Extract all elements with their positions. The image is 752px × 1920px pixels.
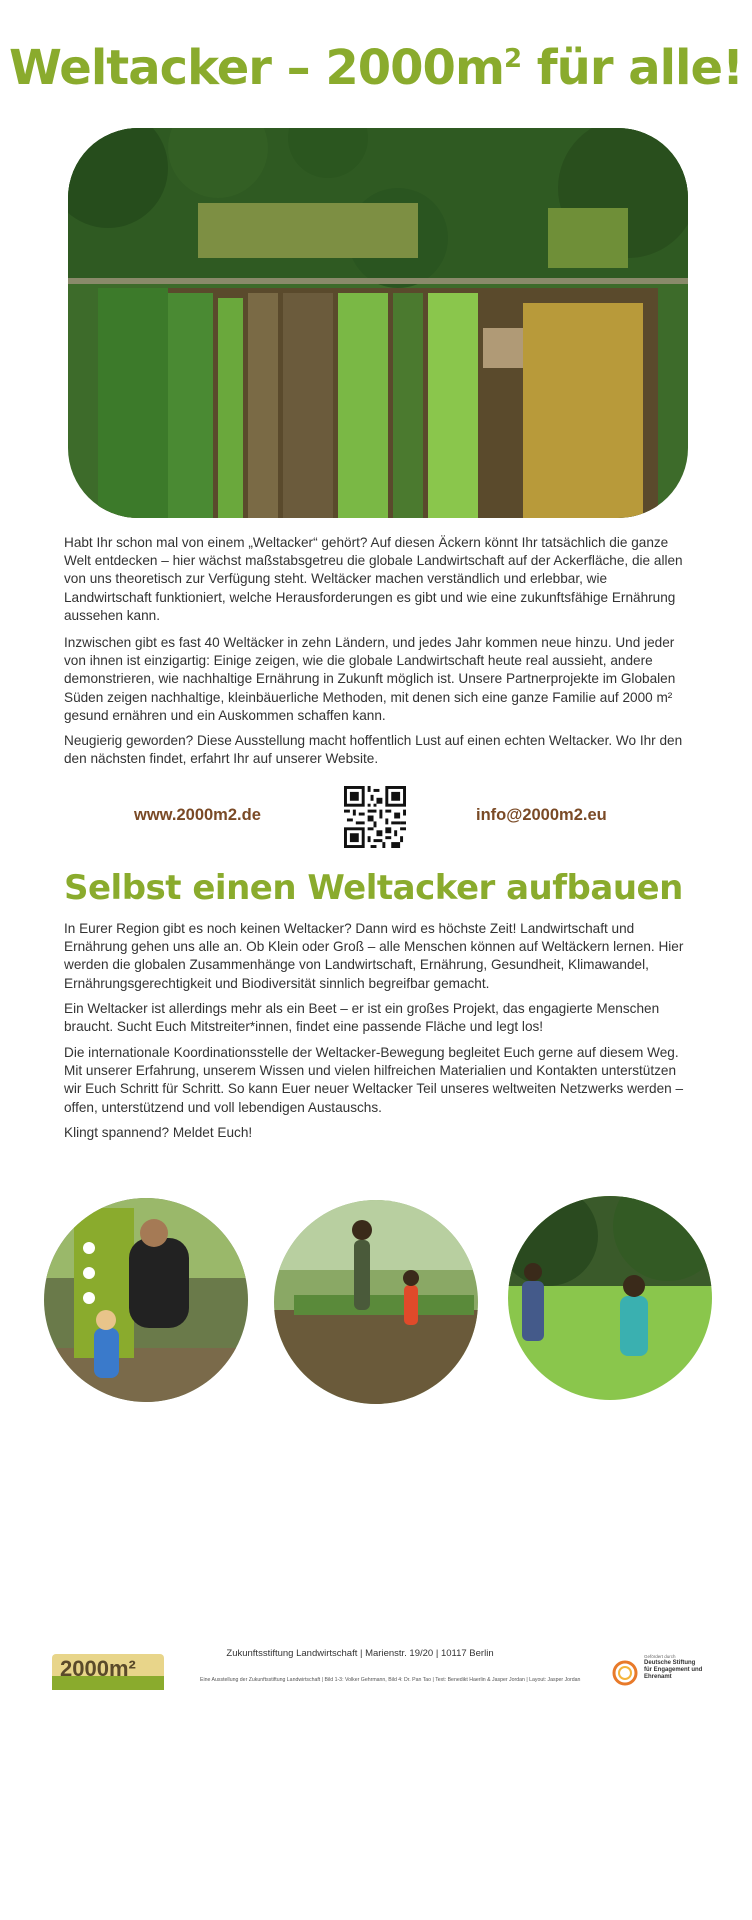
footer-address: Zukunftsstiftung Landwirtschaft | Marienstr. 19/20 | 10117 Berlin [226,1648,494,1659]
qr-code-icon[interactable] [344,786,406,848]
intro-paragraph: Inzwischen gibt es fast 40 Weltäcker in zehn Ländern, und jedes Jahr kommen neue hinzu. Und jeder von ihnen ist einzigartig: Einige zeigen, wie die globale Landwirtschaft heute real aussieht, andere demonstrieren, wie nachhaltige Ernährung in Zukunft möglich ist. Unsere Partnerprojekte im Globalen Süden zeigen nachhaltige, kleinbäuerliche Methoden, mit denen sich eine ganze Familie auf 2000 m² gesund ernähren und ein Auskommen schaffen kann. [64,635,676,723]
photo-circle-gardening [274,1200,478,1404]
section-paragraph: Die internationale Koordinationsstelle der Weltacker-Bewegung begleitet Euch gerne auf diesem Weg. Mit unserer Erfahrung, unserem Wissen und vielen hilfreichen Materialien und Kontakten unterstützen wir Euch Schritt für Schritt. So kann Euer neuer Weltacker Teil unseres weltweiten Netzwerks werden – offen, unterstützend und voll lebendigen Austauschs. [64,1045,684,1115]
funder-logo: Gefördert durch Deutsche Stiftung für Engagement und Ehrenamt [610,1654,700,1690]
section-paragraph: Ein Weltacker ist allerdings mehr als ein Beet – er ist ein großes Projekt, das engagierte Menschen braucht. Sucht Euch Mitstreiter*innen, findet eine passende Fläche und legt los! [64,1001,660,1035]
intro-paragraph: Neugierig geworden? Diese Ausstellung macht hoffentlich Lust auf einen echten Weltacker. Wo Ihr den den nächsten findet, erfahrt Ihr auf unserer Website. [64,733,683,767]
photo-circle-field [508,1196,712,1400]
weltacker-logo: 2000m² [52,1650,164,1690]
photo-circle-exhibit [44,1198,248,1402]
section-heading: Selbst einen Weltacker aufbauen [64,868,683,908]
email-link[interactable]: info@2000m2.eu [476,806,607,824]
website-link[interactable]: www.2000m2.de [134,806,261,824]
section-paragraph: Klingt spannend? Meldet Euch! [64,1125,253,1140]
section-paragraph: In Eurer Region gibt es noch keinen Weltacker? Dann wird es höchste Zeit! Landwirtschaft und Ernährung gehen uns alle an. Ob Klein oder Groß – alle Menschen können auf Weltäckern lernen. Hier werden die globalen Zusammenhänge von Landwirtschaft, Ernährung, Gesundheit, Klimawandel, Ernährungsgerechtigkeit und Biodiversität sinnlich begreifbar gemacht. [64,921,684,991]
page-title: Weltacker – $2000m^2$ für alle! [9,40,743,96]
footer-credit: Eine Ausstellung der Zukunftsstiftung Landwirtschaft | Bild 1-3: Volker Gehrmann, Bild 4: Dr. Pan Tao | Text: Benedikt Haerlin & Jasper Jordan | Layout: Jasper Jordan [200,1677,581,1683]
hero-aerial-field-photo [68,128,688,518]
intro-paragraph: Habt Ihr schon mal von einem „Weltacker“ gehört? Auf diesen Äckern könnt Ihr tatsächlich die ganze Welt entdecken – hier wächst maßstabsgetreu die globale Landwirtschaft auf der Ackerfläche, die allen von uns theoretisch zur Verfügung steht. Weltäcker machen verständlich und erlebbar, wie Landwirtschaft funktioniert, welche Herausforderungen es gibt und wie eine zukunftsfähige Ernährung aussehen kann. [64,535,683,623]
